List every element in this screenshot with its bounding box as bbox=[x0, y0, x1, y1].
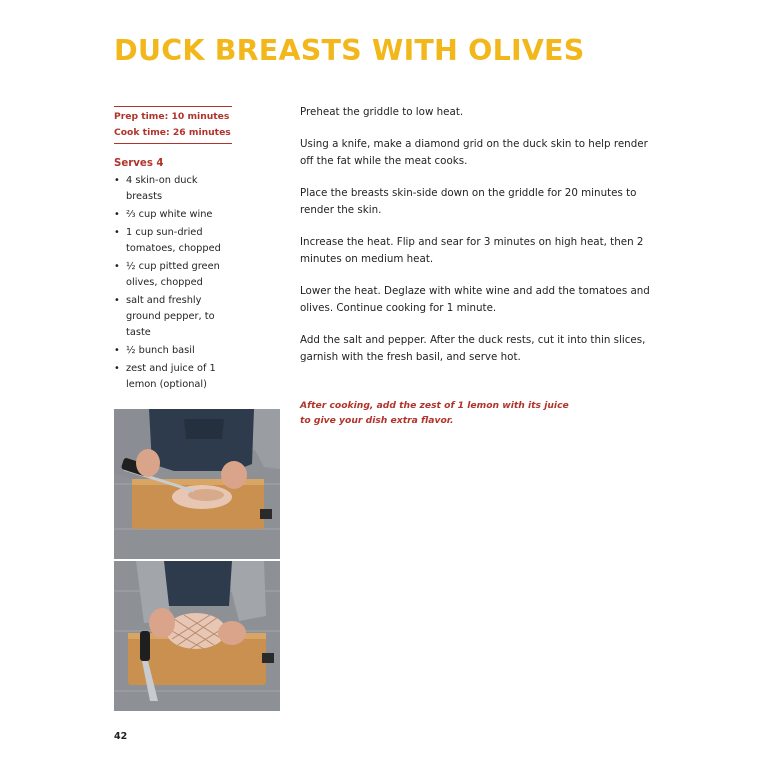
recipe-sidebar bbox=[114, 106, 232, 395]
recipe-title: DUCK BREASTS WITH OLIVES bbox=[114, 34, 585, 67]
instruction-step: Preheat the griddle to low heat. bbox=[300, 106, 464, 118]
instruction-step: Increase the heat. Flip and sear for 3 minutes on high heat, then 2 minutes on medium heat. bbox=[300, 236, 644, 265]
photo-scoring-duck bbox=[114, 561, 280, 711]
cooking-tip: After cooking, add the zest of 1 lemon with its juice to give your dish extra flavor. bbox=[300, 400, 569, 426]
instruction-step: Lower the heat. Deglaze with white wine and add the tomatoes and olives. Continue cooking for 1 minute. bbox=[300, 285, 650, 314]
ingredient-item: • 1 cup sun-dried tomatoes, chopped bbox=[114, 225, 232, 257]
instruction-step: Add the salt and pepper. After the duck rests, cut it into thin slices, garnish with the fresh basil, and serve hot. bbox=[300, 334, 646, 363]
page-number: 42 bbox=[114, 731, 128, 742]
ingredient-item: • 4 skin-on duck breasts bbox=[114, 173, 232, 205]
instruction-step: Using a knife, make a diamond grid on the duck skin to help render off the fat while the meat cooks. bbox=[300, 138, 648, 167]
ingredient-item: • ½ cup pitted green olives, chopped bbox=[114, 259, 232, 291]
ingredient-item: • zest and juice of 1 lemon (optional) bbox=[114, 361, 232, 393]
divider bbox=[114, 143, 232, 144]
ingredient-item: • ½ bunch basil bbox=[114, 343, 232, 359]
instructions bbox=[300, 104, 650, 381]
ingredient-list bbox=[114, 173, 232, 393]
recipe-times bbox=[114, 107, 232, 143]
ingredient-item: • salt and freshly ground pepper, to taste bbox=[114, 293, 232, 341]
prep-time: Prep time: 10 minutes bbox=[114, 111, 230, 122]
instruction-step: Place the breasts skin-side down on the griddle for 20 minutes to render the skin. bbox=[300, 187, 637, 216]
cook-time: Cook time: 26 minutes bbox=[114, 127, 231, 138]
ingredient-item: • ⅔ cup white wine bbox=[114, 207, 232, 223]
photo-slicing-duck bbox=[114, 409, 280, 559]
serves-label: Serves 4 bbox=[114, 158, 164, 169]
